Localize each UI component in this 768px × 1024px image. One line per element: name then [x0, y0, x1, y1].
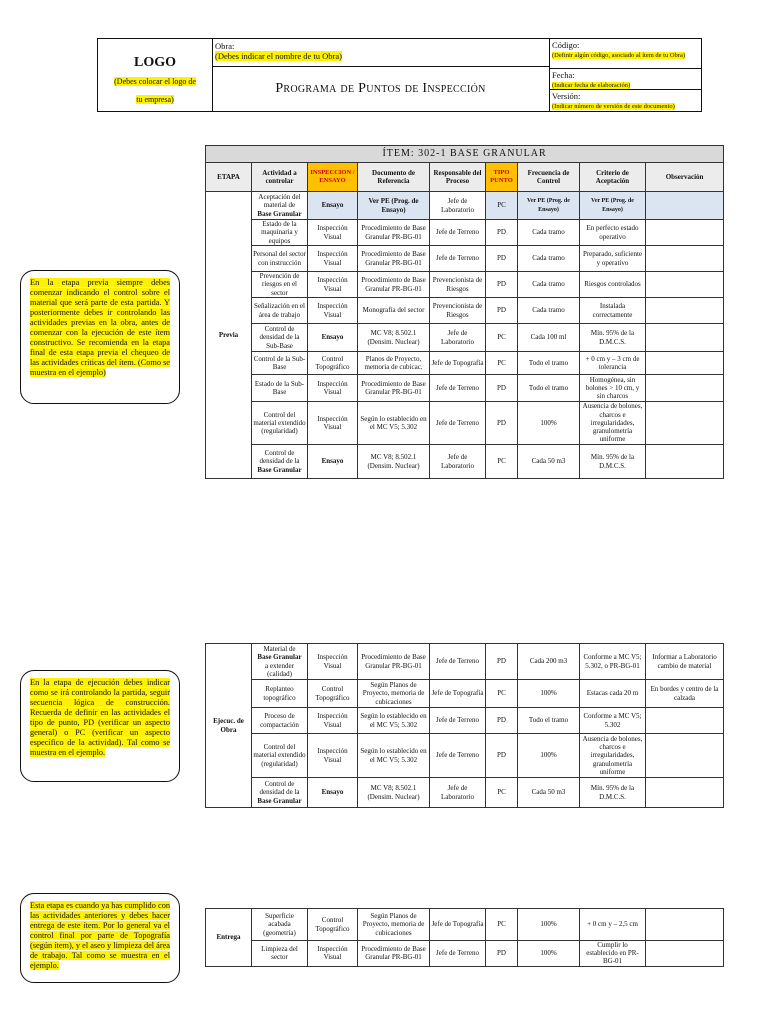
- activity-text: Replanteo topográfico: [263, 685, 296, 702]
- logo-cell: [98, 39, 213, 111]
- inspection-cell: Ensayo: [308, 445, 358, 479]
- inspection-cell: Inspección Visual: [308, 272, 358, 298]
- frequency-cell: Todo el tramo: [518, 352, 580, 375]
- activity-text: Estado de la Sub-Base: [254, 379, 305, 396]
- responsible-cell: Jefe de Terreno: [430, 734, 486, 778]
- observation-cell: [646, 272, 724, 298]
- activity-cell: [252, 246, 308, 272]
- activity-text: Control del material extendido (regularidad): [253, 743, 306, 768]
- activity-text: Señalización en el área de trabajo: [254, 302, 305, 319]
- header-right: [549, 39, 701, 111]
- criterion-cell: Homogénea, sin bolones > 10 cm, y sin charcos: [580, 375, 646, 402]
- document-cell: Procedimiento de Base Granular PR-BG-01: [358, 644, 430, 680]
- point-type-cell: PD: [486, 246, 518, 272]
- inspection-cell: Inspección Visual: [308, 734, 358, 778]
- criterion-cell: Mín. 95% de la D.M.C.S.: [580, 445, 646, 479]
- activity-cell: [252, 192, 308, 220]
- point-type-cell: PD: [486, 272, 518, 298]
- observation-cell: En bordes y centro de la calzada: [646, 680, 724, 708]
- note-ejecucion: [20, 670, 180, 782]
- activity-cell: [252, 445, 308, 479]
- obra-field: [212, 39, 549, 67]
- table-row: [206, 734, 724, 778]
- responsible-cell: Jefe de Topografía: [430, 352, 486, 375]
- criterion-cell: En perfecto estado operativo: [580, 220, 646, 246]
- document-cell: Procedimiento de Base Granular PR-BG-01: [358, 220, 430, 246]
- point-type-cell: PD: [486, 402, 518, 445]
- document-cell: MC V8; 8.502.1 (Densim. Nuclear): [358, 778, 430, 808]
- criterion-cell: Riesgos controlados: [580, 272, 646, 298]
- col-observacion-header: Observación: [646, 163, 724, 192]
- observation-cell: Informar a Laboratorio cambio de material: [646, 644, 724, 680]
- observation-cell: [646, 708, 724, 734]
- observation-cell: [646, 298, 724, 324]
- activity-cell: Superficie acabada (geometría): [252, 909, 308, 941]
- codigo-value: (Definir algún código, asociado al ítem de tu Obra): [552, 52, 686, 59]
- frequency-cell: Cada 100 ml: [518, 324, 580, 352]
- obra-value: (Debes indicar el nombre de tu Obra): [215, 51, 342, 61]
- criterion-cell: Preparado, suficiente y operativo: [580, 246, 646, 272]
- inspection-cell: Inspección Visual: [308, 941, 358, 967]
- document-cell: Procedimiento de Base Granular PR-BG-01: [358, 246, 430, 272]
- document-cell: Según lo establecido en el MC V5; 5.302: [358, 734, 430, 778]
- document-header: [97, 38, 702, 112]
- table-row: [206, 445, 724, 479]
- responsible-cell: Jefe de Terreno: [430, 246, 486, 272]
- table-row: [206, 272, 724, 298]
- note-previa-text: En la etapa previa siempre debes comenzar indicando el control sobre el material que será parte de esta partida. Y posteriormente debes ir controlando las actividades previas en la obra, antes de comenzar con la ejecución de este ítem constructivo. Se recomienda en la etapa final de esta etapa previa el chequeo de las actividades críticas del ítem. (Como se muestra en el ejemplo): [30, 278, 170, 377]
- point-type-cell: PC: [486, 324, 518, 352]
- document-cell: MC V8; 8.502.1 (Densim. Nuclear): [358, 445, 430, 479]
- document-cell: Procedimiento de Base Granular PR-BG-01: [358, 375, 430, 402]
- activity-material: Base Granular: [257, 653, 302, 662]
- responsible-cell: Jefe de Laboratorio: [430, 324, 486, 352]
- inspection-cell: Inspección Visual: [308, 644, 358, 680]
- col-responsable-header: Responsable del Proceso: [430, 163, 486, 192]
- criterion-cell: Conforme a MC V5; 5.302, o PR-BG-01: [580, 644, 646, 680]
- point-type-cell: PD: [486, 220, 518, 246]
- inspection-table-ejecucion: [205, 643, 724, 808]
- table-row: [206, 909, 724, 941]
- activity-text: Personal del sector con instrucción: [253, 250, 306, 267]
- table-row: [206, 324, 724, 352]
- document-cell: Procedimiento de Base Granular PR-BG-01: [358, 272, 430, 298]
- table-row: [206, 708, 724, 734]
- observation-cell: [646, 192, 724, 220]
- table-row: [206, 644, 724, 680]
- version-value: (Indicar número de versión de este documento): [552, 103, 675, 110]
- activity-cell: [252, 402, 308, 445]
- point-type-cell: PC: [486, 445, 518, 479]
- responsible-cell: Jefe de Terreno: [430, 375, 486, 402]
- criterion-cell: Ausencia de bolones, charcos e irregularidades, granulometría uniforme: [580, 734, 646, 778]
- observation-cell: [646, 246, 724, 272]
- activity-cell: [252, 734, 308, 778]
- table-row: [206, 680, 724, 708]
- activity-text: Estado de la maquinaria y equipos: [261, 220, 298, 245]
- activity-cell: [252, 778, 308, 808]
- criterion-cell: Ver PE (Prog. de Ensayo): [580, 192, 646, 220]
- point-type-cell: PC: [486, 909, 518, 941]
- criterion-cell: Instalada correctamente: [580, 298, 646, 324]
- col-criterio-header: Criterio de Aceptación: [580, 163, 646, 192]
- point-type-cell: PC: [486, 778, 518, 808]
- frequency-cell: Cada tramo: [518, 298, 580, 324]
- point-type-cell: PD: [486, 941, 518, 967]
- inspection-cell: Control Topográfico: [308, 909, 358, 941]
- col-documento-header: Documento de Referencia: [358, 163, 430, 192]
- activity-cell: [252, 220, 308, 246]
- activity-text: Control de densidad de la Sub-Base: [259, 325, 300, 350]
- activity-cell: [252, 708, 308, 734]
- observation-cell: [646, 220, 724, 246]
- inspection-cell: Inspección Visual: [308, 375, 358, 402]
- activity-cell: [252, 680, 308, 708]
- activity-text: Prevención de riesgos en el sector: [259, 272, 300, 297]
- criterion-cell: Cumplir lo establecido en PR-BG-01: [580, 941, 646, 967]
- document-cell: MC V8; 8.502.1 (Densim. Nuclear): [358, 324, 430, 352]
- point-type-cell: PC: [486, 352, 518, 375]
- inspection-cell: Inspección Visual: [308, 402, 358, 445]
- frequency-cell: 100%: [518, 734, 580, 778]
- table-row: [206, 246, 724, 272]
- inspection-cell: Inspección Visual: [308, 708, 358, 734]
- note-ejecucion-text: En la etapa de ejecución debes indicar como se irá controlando la partida, seguir secuencia lógica de construcción. Recuerda de definir en las actividades el tipo de punto, PD (verificar un aspecto general) o PC (verificar un aspecto específico de la actividad). Tal como se muestra en el ejemplo.: [30, 678, 170, 757]
- activity-text: Control del material extendido (regularidad): [253, 410, 306, 436]
- header-middle: [212, 39, 550, 111]
- activity-material: Base Granular: [257, 465, 302, 474]
- frequency-cell: Cada 50 m3: [518, 445, 580, 479]
- activity-cell: Limpieza del sector: [252, 941, 308, 967]
- point-type-cell: PD: [486, 298, 518, 324]
- stage-cell: Entrega: [206, 909, 252, 967]
- observation-cell: [646, 402, 724, 445]
- inspection-cell: Inspección Visual: [308, 220, 358, 246]
- col-actividad-header: Actividad a controlar: [252, 163, 308, 192]
- criterion-cell: Conforme a MC V5; 5.302: [580, 708, 646, 734]
- table-row: [206, 778, 724, 808]
- observation-cell: [646, 445, 724, 479]
- inspection-cell: Control Topográfico: [308, 680, 358, 708]
- observation-cell: [646, 909, 724, 941]
- frequency-cell: 100%: [518, 909, 580, 941]
- observation-cell: [646, 352, 724, 375]
- frequency-cell: Ver PE (Prog. de Ensayo): [518, 192, 580, 220]
- criterion-cell: Ausencia de bolones, charcos e irregularidades, granulometría uniforme: [580, 402, 646, 445]
- responsible-cell: Prevencionista de Riesgos: [430, 298, 486, 324]
- responsible-cell: Jefe de Laboratorio: [430, 445, 486, 479]
- frequency-cell: Cada tramo: [518, 272, 580, 298]
- frequency-cell: Todo el tramo: [518, 375, 580, 402]
- activity-cell: [252, 298, 308, 324]
- note-previa: [20, 270, 180, 404]
- inspection-cell: Ensayo: [308, 778, 358, 808]
- document-cell: Según lo establecido en el MC V5; 5.302: [358, 402, 430, 445]
- inspection-cell: Control Topográfico: [308, 352, 358, 375]
- version-label: Versión:: [552, 91, 581, 101]
- table-row: [206, 298, 724, 324]
- responsible-cell: Prevencionista de Riesgos: [430, 272, 486, 298]
- criterion-cell: Estacas cada 20 m: [580, 680, 646, 708]
- frequency-cell: Todo el tramo: [518, 708, 580, 734]
- point-type-cell: PD: [486, 708, 518, 734]
- activity-text: Control de densidad de la: [259, 780, 300, 797]
- column-header-row: [206, 163, 724, 192]
- table-row: [206, 402, 724, 445]
- program-title: Programa de Puntos de Inspección: [275, 81, 486, 96]
- activity-text: Aceptación del material de: [258, 193, 301, 210]
- activity-text: Proceso de compactación: [260, 712, 299, 729]
- observation-cell: [646, 734, 724, 778]
- inspection-cell: Inspección Visual: [308, 298, 358, 324]
- fecha-field: [549, 69, 701, 90]
- criterion-cell: Mín. 95% de la D.M.C.S.: [580, 324, 646, 352]
- inspection-cell: Ensayo: [308, 324, 358, 352]
- document-cell: Según Planos de Proyecto, memoria de cubicaciones: [358, 909, 430, 941]
- codigo-field: [549, 39, 701, 69]
- observation-cell: [646, 941, 724, 967]
- responsible-cell: Jefe de Terreno: [430, 708, 486, 734]
- activity-cell: [252, 644, 308, 680]
- activity-cell: [252, 324, 308, 352]
- frequency-cell: Cada 50 m3: [518, 778, 580, 808]
- activity-material: Base Granular: [257, 209, 302, 218]
- version-field: [549, 90, 701, 111]
- fecha-value: (Indicar fecha de elaboración): [552, 82, 631, 89]
- point-type-cell: PD: [486, 734, 518, 778]
- inspection-table-previa: [205, 145, 724, 479]
- point-type-cell: PD: [486, 375, 518, 402]
- document-cell: Procedimiento de Base Granular PR-BG-01: [358, 941, 430, 967]
- document-cell: Según Planos de Proyecto, memoria de cubicaciones: [358, 680, 430, 708]
- frequency-cell: 100%: [518, 680, 580, 708]
- note-entrega-text: Esta etapa es cuando ya has cumplido con las actividades anteriores y debes hacer entrega de este ítem. Por lo general va el control final por parte de Topografía (según ítem), y el aseo y limpieza del área de trabajo. Tal como se muestra en el ejemplo.: [30, 901, 170, 970]
- responsible-cell: Jefe de Laboratorio: [430, 778, 486, 808]
- logo-title: LOGO: [133, 55, 176, 70]
- document-cell: Según lo establecido en el MC V5; 5.302: [358, 708, 430, 734]
- inspection-cell: Ensayo: [308, 192, 358, 220]
- point-type-cell: PC: [486, 192, 518, 220]
- inspection-table-entrega: [205, 908, 724, 967]
- activity-suffix: a extender (calidad): [265, 661, 294, 678]
- criterion-cell: Mín. 95% de la D.M.C.S.: [580, 778, 646, 808]
- criterion-cell: + 0 cm y – 3 cm de tolerancia: [580, 352, 646, 375]
- activity-material: Base Granular: [257, 796, 302, 805]
- obra-label: Obra:: [215, 41, 235, 51]
- frequency-cell: 100%: [518, 941, 580, 967]
- responsible-cell: Jefe de Topografía: [430, 680, 486, 708]
- col-etapa-header: ETAPA: [206, 163, 252, 192]
- responsible-cell: Jefe de Terreno: [430, 220, 486, 246]
- frequency-cell: Cada tramo: [518, 220, 580, 246]
- activity-cell: [252, 272, 308, 298]
- stage-cell: Ejecuc. de Obra: [206, 644, 252, 808]
- document-cell: Planos de Proyecto, memoria de cubicac.: [358, 352, 430, 375]
- responsible-cell: Jefe de Terreno: [430, 402, 486, 445]
- activity-text: Material de: [263, 645, 296, 654]
- point-type-cell: PC: [486, 680, 518, 708]
- frequency-cell: 100%: [518, 402, 580, 445]
- document-cell: Monografía del sector: [358, 298, 430, 324]
- col-frecuencia-header: Frecuencia de Control: [518, 163, 580, 192]
- codigo-label: Código:: [552, 40, 580, 50]
- col-tipo-punto-header: TIPO PUNTO: [486, 163, 518, 192]
- criterion-cell: + 0 cm y – 2,5 cm: [580, 909, 646, 941]
- table-row: [206, 192, 724, 220]
- responsible-cell: Jefe de Terreno: [430, 644, 486, 680]
- point-type-cell: PD: [486, 644, 518, 680]
- frequency-cell: Cada tramo: [518, 246, 580, 272]
- activity-cell: [252, 375, 308, 402]
- frequency-cell: Cada 200 m3: [518, 644, 580, 680]
- observation-cell: [646, 778, 724, 808]
- observation-cell: [646, 324, 724, 352]
- activity-cell: [252, 352, 308, 375]
- document-cell: Ver PE (Prog. de Ensayo): [358, 192, 430, 220]
- fecha-label: Fecha:: [552, 70, 575, 80]
- logo-note: (Debes colocar el logo de tu empresa): [114, 77, 196, 104]
- table-row: [206, 352, 724, 375]
- responsible-cell: Jefe de Terreno: [430, 941, 486, 967]
- activity-text: Control de la Sub-Base: [253, 354, 306, 371]
- table-row: [206, 375, 724, 402]
- stage-cell: Previa: [206, 192, 252, 479]
- item-title: ÍTEM: 302-1 BASE GRANULAR: [206, 146, 724, 163]
- responsible-cell: Jefe de Laboratorio: [430, 192, 486, 220]
- table-row: [206, 220, 724, 246]
- col-inspeccion-header: INSPECCION / ENSAYO: [308, 163, 358, 192]
- activity-text: Control de densidad de la: [259, 449, 300, 466]
- note-entrega: [20, 893, 180, 983]
- inspection-cell: Inspección Visual: [308, 246, 358, 272]
- observation-cell: [646, 375, 724, 402]
- table-row: [206, 941, 724, 967]
- responsible-cell: Jefe de Topografía: [430, 909, 486, 941]
